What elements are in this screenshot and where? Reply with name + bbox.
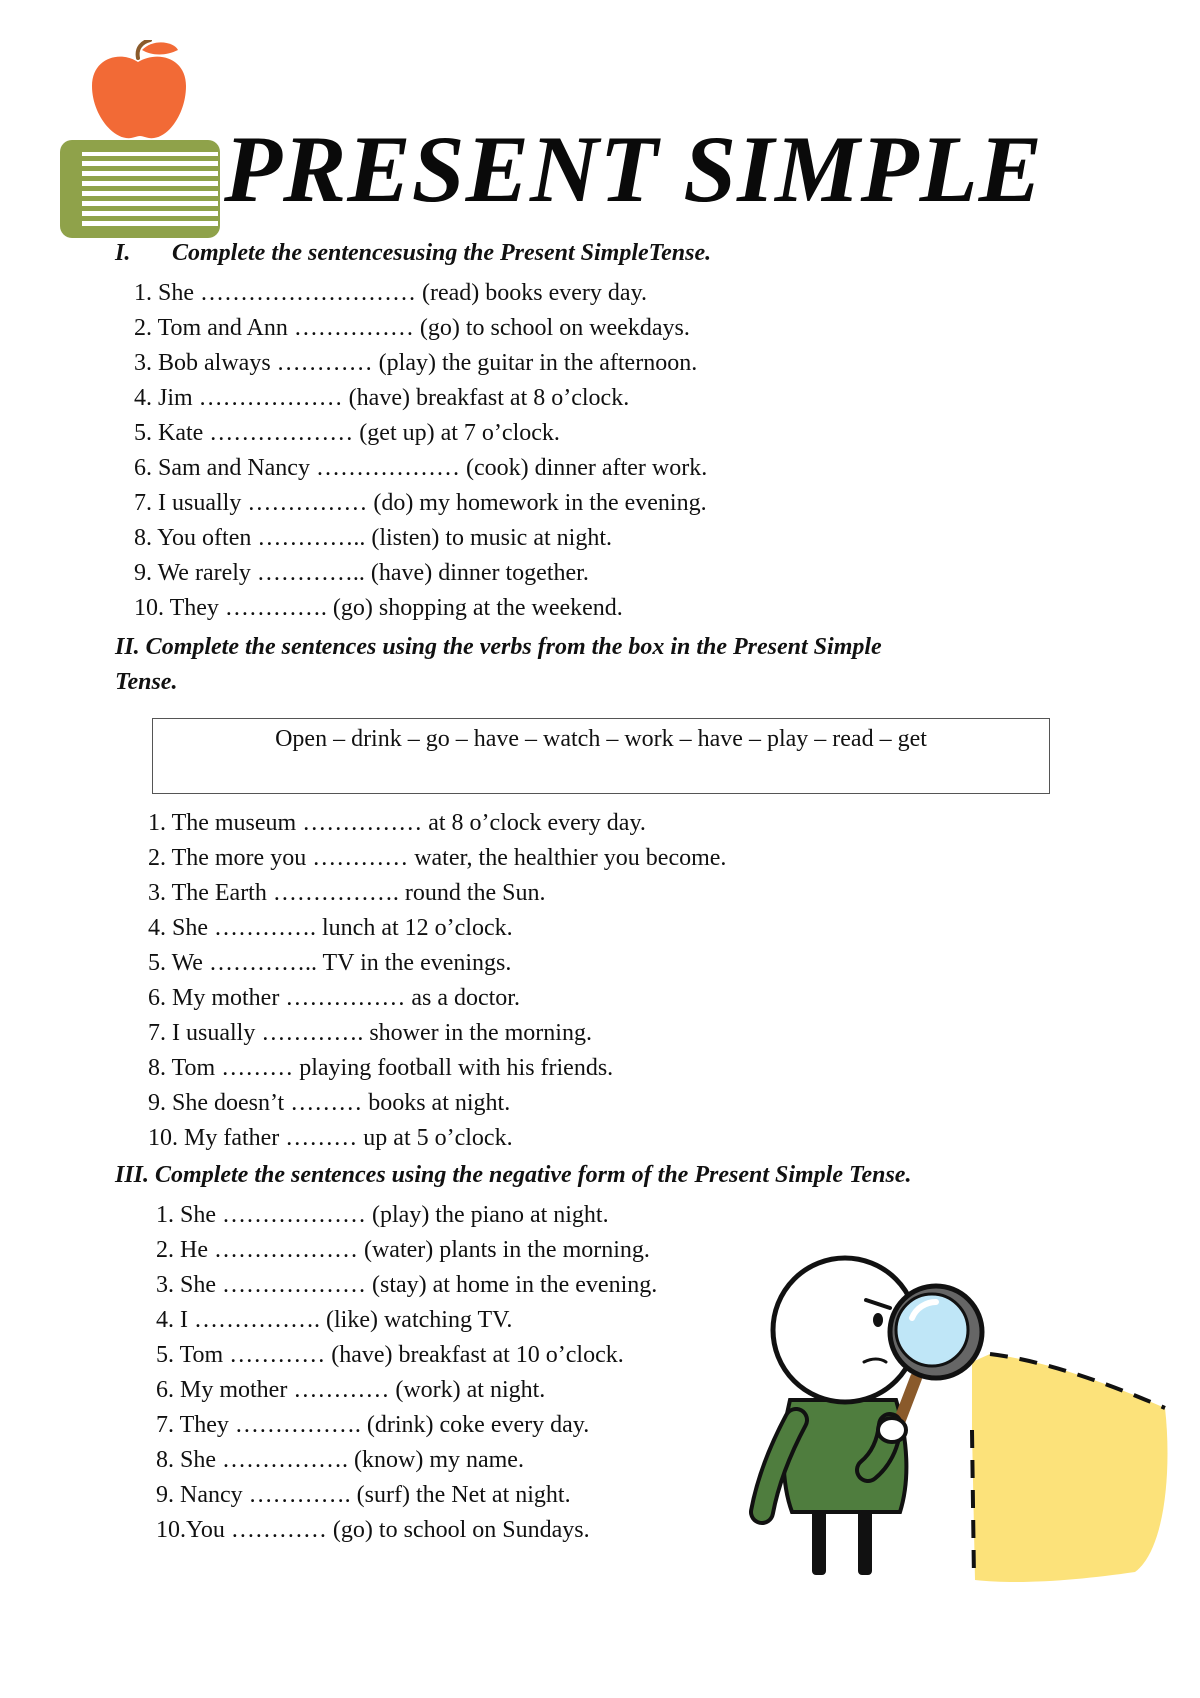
- list-item: 1. She ……………………… (read) books every day.: [134, 280, 648, 306]
- list-item: 9. Nancy …………. (surf) the Net at night.: [156, 1482, 571, 1508]
- section-2-heading-continued: Tense.: [115, 669, 178, 695]
- page-title: PRESENT SIMPLE: [224, 116, 1044, 222]
- list-item: 7. I usually …………. shower in the morning.: [148, 1020, 592, 1046]
- list-item: 9. We rarely ………….. (have) dinner together.: [134, 560, 589, 586]
- section-3-heading: III. Complete the sentences using the negative form of the Present Simple Tense.: [115, 1162, 912, 1188]
- list-item: 8. She ……………. (know) my name.: [156, 1447, 524, 1473]
- section-2-list: [148, 806, 726, 1156]
- section-1-heading-text: Complete the sentencesusing the Present SimpleTense.: [172, 240, 712, 266]
- list-item: 6. My mother ………… (work) at night.: [156, 1377, 546, 1403]
- section-2-heading: II. Complete the sentences using the verbs from the box in the Present Simple: [115, 634, 882, 660]
- list-item: 6. Sam and Nancy ……………… (cook) dinner after work.: [134, 455, 708, 481]
- magnifier-character-illustration: [740, 1250, 1180, 1590]
- apple-on-books-icon: [58, 40, 228, 240]
- list-item: 3. The Earth ……………. round the Sun.: [148, 880, 546, 906]
- list-item: 3. She ……………… (stay) at home in the evening.: [156, 1272, 658, 1298]
- list-item: 2. The more you ………… water, the healthier you become.: [148, 845, 727, 871]
- list-item: 6. My mother …………… as a doctor.: [148, 985, 520, 1011]
- list-item: 4. I ……………. (like) watching TV.: [156, 1307, 513, 1333]
- list-item: 7. I usually …………… (do) my homework in the evening.: [134, 490, 707, 516]
- list-item: 2. He ……………… (water) plants in the morning.: [156, 1237, 650, 1263]
- list-item: 9. She doesn’t ……… books at night.: [148, 1090, 511, 1116]
- list-item: 7. They ……………. (drink) coke every day.: [156, 1412, 590, 1438]
- list-item: 10. They …………. (go) shopping at the weekend.: [134, 595, 623, 621]
- list-item: 4. She …………. lunch at 12 o’clock.: [148, 915, 513, 941]
- list-item: 1. The museum …………… at 8 o’clock every day.: [148, 810, 646, 836]
- section-1-heading: [115, 236, 711, 271]
- list-item: 8. Tom ……… playing football with his friends.: [148, 1055, 614, 1081]
- section-1-numeral: I.: [115, 240, 131, 266]
- list-item: 2. Tom and Ann …………… (go) to school on weekdays.: [134, 315, 690, 341]
- list-item: 1. She ……………… (play) the piano at night.: [156, 1202, 609, 1228]
- list-item: 5. We ………….. TV in the evenings.: [148, 950, 512, 976]
- list-item: 4. Jim ……………… (have) breakfast at 8 o’clock.: [134, 385, 630, 411]
- list-item: 10. My father ……… up at 5 o’clock.: [148, 1125, 513, 1151]
- list-item: 10.You ………… (go) to school on Sundays.: [156, 1517, 590, 1543]
- verb-box: Open – drink – go – have – watch – work – have – play – read – get: [152, 718, 1050, 794]
- section-3-list: [156, 1198, 657, 1548]
- list-item: 5. Tom ………… (have) breakfast at 10 o’clock.: [156, 1342, 624, 1368]
- section-1-list: [134, 276, 707, 626]
- list-item: 8. You often ………….. (listen) to music at night.: [134, 525, 612, 551]
- list-item: 5. Kate ……………… (get up) at 7 o’clock.: [134, 420, 560, 446]
- list-item: 3. Bob always ………… (play) the guitar in the afternoon.: [134, 350, 698, 376]
